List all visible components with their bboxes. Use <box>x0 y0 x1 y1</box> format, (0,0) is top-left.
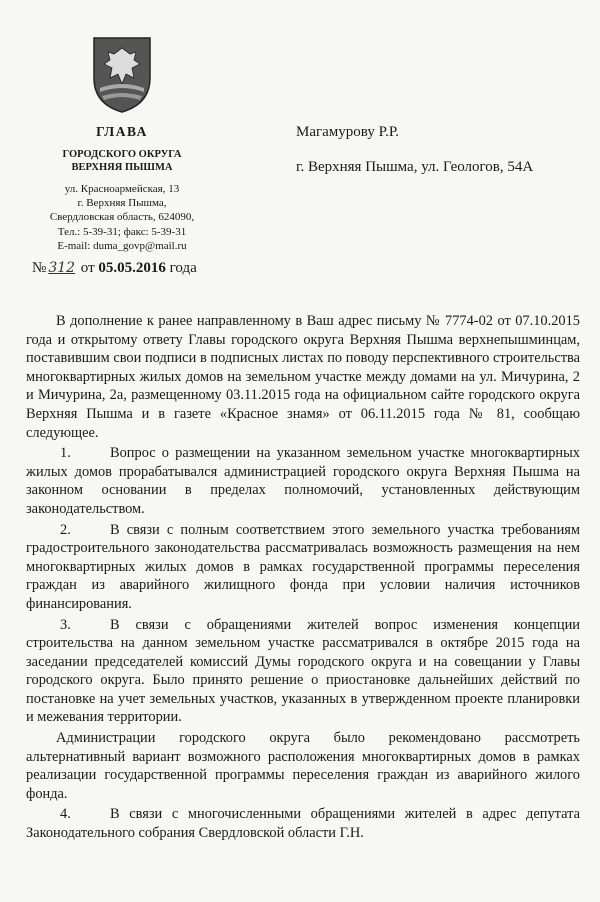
list-item <box>26 805 580 842</box>
from-word: от <box>80 260 95 276</box>
item-number: 4. <box>60 806 71 823</box>
address-city: г. Верхняя Пышма, <box>77 197 167 210</box>
sender-org-line1: ГОРОДСКОГО ОКРУГА <box>62 149 182 160</box>
address-region: Свердловская область, 624090, <box>49 211 195 224</box>
sender-title: ГЛАВА <box>96 124 148 139</box>
letter-body <box>26 312 580 843</box>
list-item <box>26 521 580 614</box>
item-text: Вопрос о размещении на указанном земельном участке многоквартирных жилых домов прорабатывался администрацией городского округа Верхняя Пышма на законном основании в пределах полномочий, установленных действующим законодательством. <box>26 445 580 517</box>
list-item <box>26 444 580 518</box>
year-word: года <box>169 260 197 276</box>
admin-paragraph: Администрации городского округа было рекомендовано рассмотреть альтернативный вариант возможного расположения многоквартирных домов в рамках реализации государственной программы переселения граждан из аварийного жилого фонда. <box>26 730 580 802</box>
list-item <box>26 616 580 728</box>
item-number: 1. <box>60 445 71 462</box>
registration-line <box>32 260 197 277</box>
registration-number: 312 <box>48 260 76 276</box>
recipient-name: Магамурову Р.Р. <box>296 124 400 140</box>
item-text: В связи с многочисленными обращениями жителей в адрес депутата Законодательного собрания Свердловской области Г.Н. <box>26 806 580 842</box>
item-text: В связи с полным соответствием этого земельного участка требованиям градостроительного законодательства рассматривалась возможность размещения на нем многоквартирных жилых домов в рамках государственной программы переселения граждан из аварийного жилищного фонда при условии наличия источников финансирования. <box>26 521 580 612</box>
item-number: 3. <box>60 616 71 633</box>
address-email: E-mail: duma_govp@mail.ru <box>57 239 187 252</box>
recipient-block <box>296 124 533 176</box>
item-number: 2. <box>60 521 71 538</box>
item-text: В связи с обращениями жителей вопрос изменения концепции строительства на данном земельном участке рассматривался в октябре 2015 года на заседании председателей комиссий Думы городского округа и на совещании у Главы городского округа. Было принято решение о приостановке дальнейших действий по постановке на учет земельных участков, указанных в утвержденном проекте планировки и межевания территории. <box>26 616 580 726</box>
intro-paragraph: В дополнение к ранее направленному в Ваш адрес письму № 7774-02 от 07.10.2015 года и открытому ответу Главы городского округа Верхняя Пышма верхнепышминцам, поставившим свои подписи в подписных листах по поводу перспективного строительства многоквартирных жилых домов на земельном участке между домами на ул. Мичурина, 2 и Мичурина, 2а, размещенному 03.11.2015 года на официальном сайте городского округа Верхняя Пышма и в газете «Красное знамя» от 06.11.2015 года № 81, сообщаю следующее. <box>26 313 580 441</box>
sender-block <box>20 124 224 253</box>
coat-of-arms-icon <box>90 34 154 114</box>
sender-address <box>20 182 224 253</box>
number-sign: № <box>32 260 47 276</box>
sender-org-line2: ВЕРХНЯЯ ПЫШМА <box>71 162 173 173</box>
address-street: ул. Красноармейская, 13 <box>64 183 180 195</box>
registration-date: 05.05.2016 <box>98 260 166 276</box>
recipient-address: г. Верхняя Пышма, ул. Геологов, 54А <box>296 159 534 175</box>
address-phone: Тел.: 5-39-31; факс: 5-39-31 <box>57 225 187 238</box>
